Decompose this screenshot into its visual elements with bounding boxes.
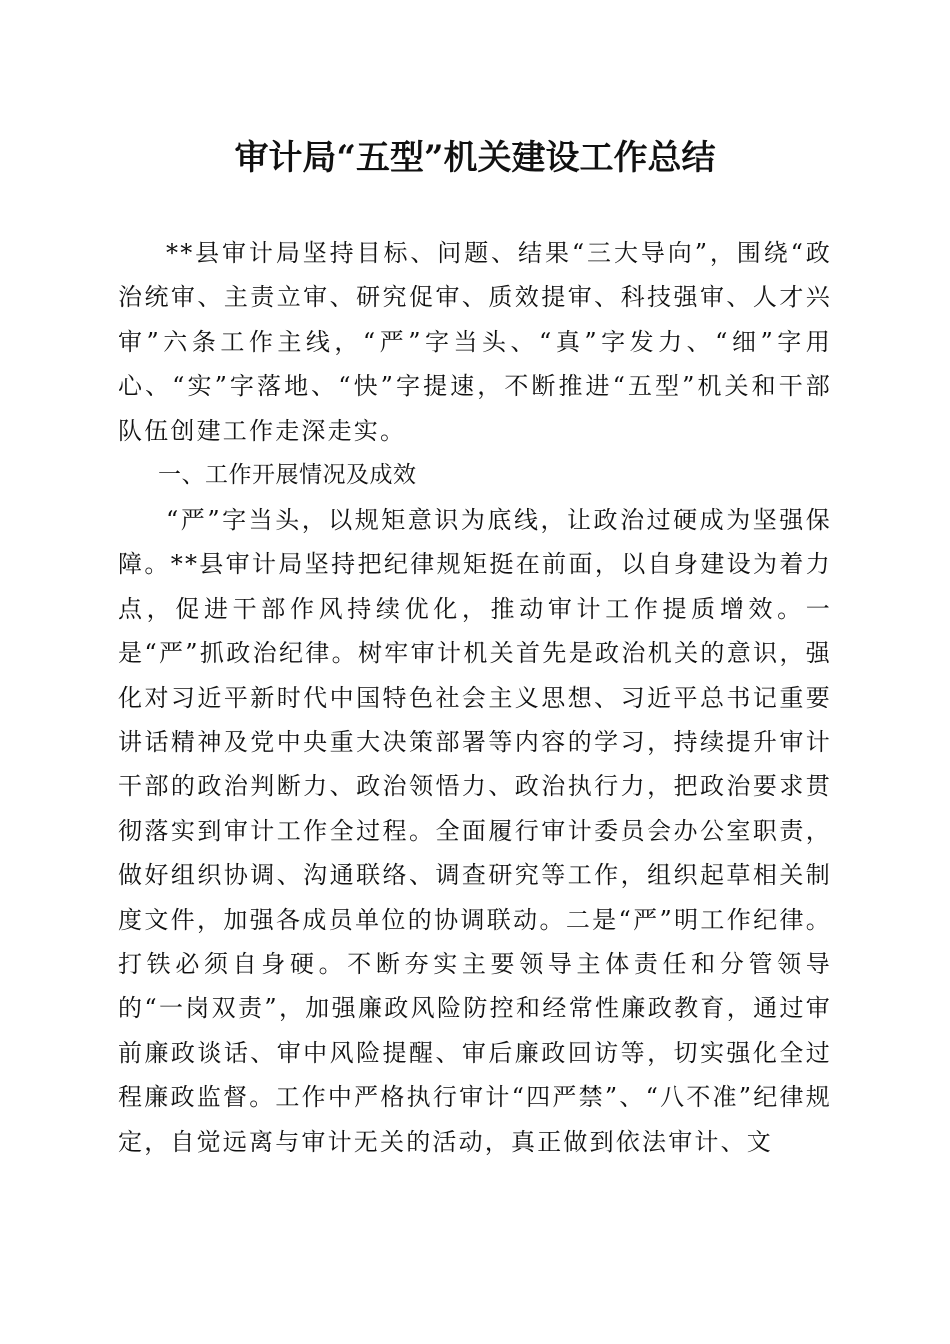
- main-paragraph: “严”字当头，以规矩意识为底线，让政治过硬成为坚强保障。**县审计局坚持把纪律规矩挺在前面，以自身建设为着力点，促进干部作风持续优化，推动审计工作提质增效。一是“严”抓政治纪律。树牢审计机关首先是政治机关的意识，强化对习近平新时代中国特色社会主义思想、习近平总书记重要讲话精神及党中央重大决策部署等内容的学习，持续提升审计干部的政治判断力、政治领悟力、政治执行力，把政治要求贯彻落实到审计工作全过程。全面履行审计委员会办公室职责，做好组织协调、沟通联络、调查研究等工作，组织起草相关制度文件，加强各成员单位的协调联动。二是“严”明工作纪律。打铁必须自身硬。不断夯实主要领导主体责任和分管领导的“一岗双责”，加强廉政风险防控和经常性廉政教育，通过审前廉政谈话、审中风险提醒、审后廉政回访等，切实强化全过程廉政监督。工作中严格执行审计“四严禁”、“八不准”纪律规定，自觉远离与审计无关的活动，真正做到依法审计、文: [118, 506, 832, 1156]
- document-title: 审计局“五型”机关建设工作总结: [234, 138, 716, 178]
- intro-paragraph: **县审计局坚持目标、问题、结果“三大导向”，围绕“政治统审、主责立审、研究促审、质效提审、科技强审、人才兴审”六条工作主线，“严”字当头、“真”字发力、“细”字用心、“实”字落地、“快”字提速，不断推进“五型”机关和干部队伍创建工作走深走实。: [118, 239, 832, 445]
- section-heading: 一、工作开展情况及成效: [158, 462, 417, 488]
